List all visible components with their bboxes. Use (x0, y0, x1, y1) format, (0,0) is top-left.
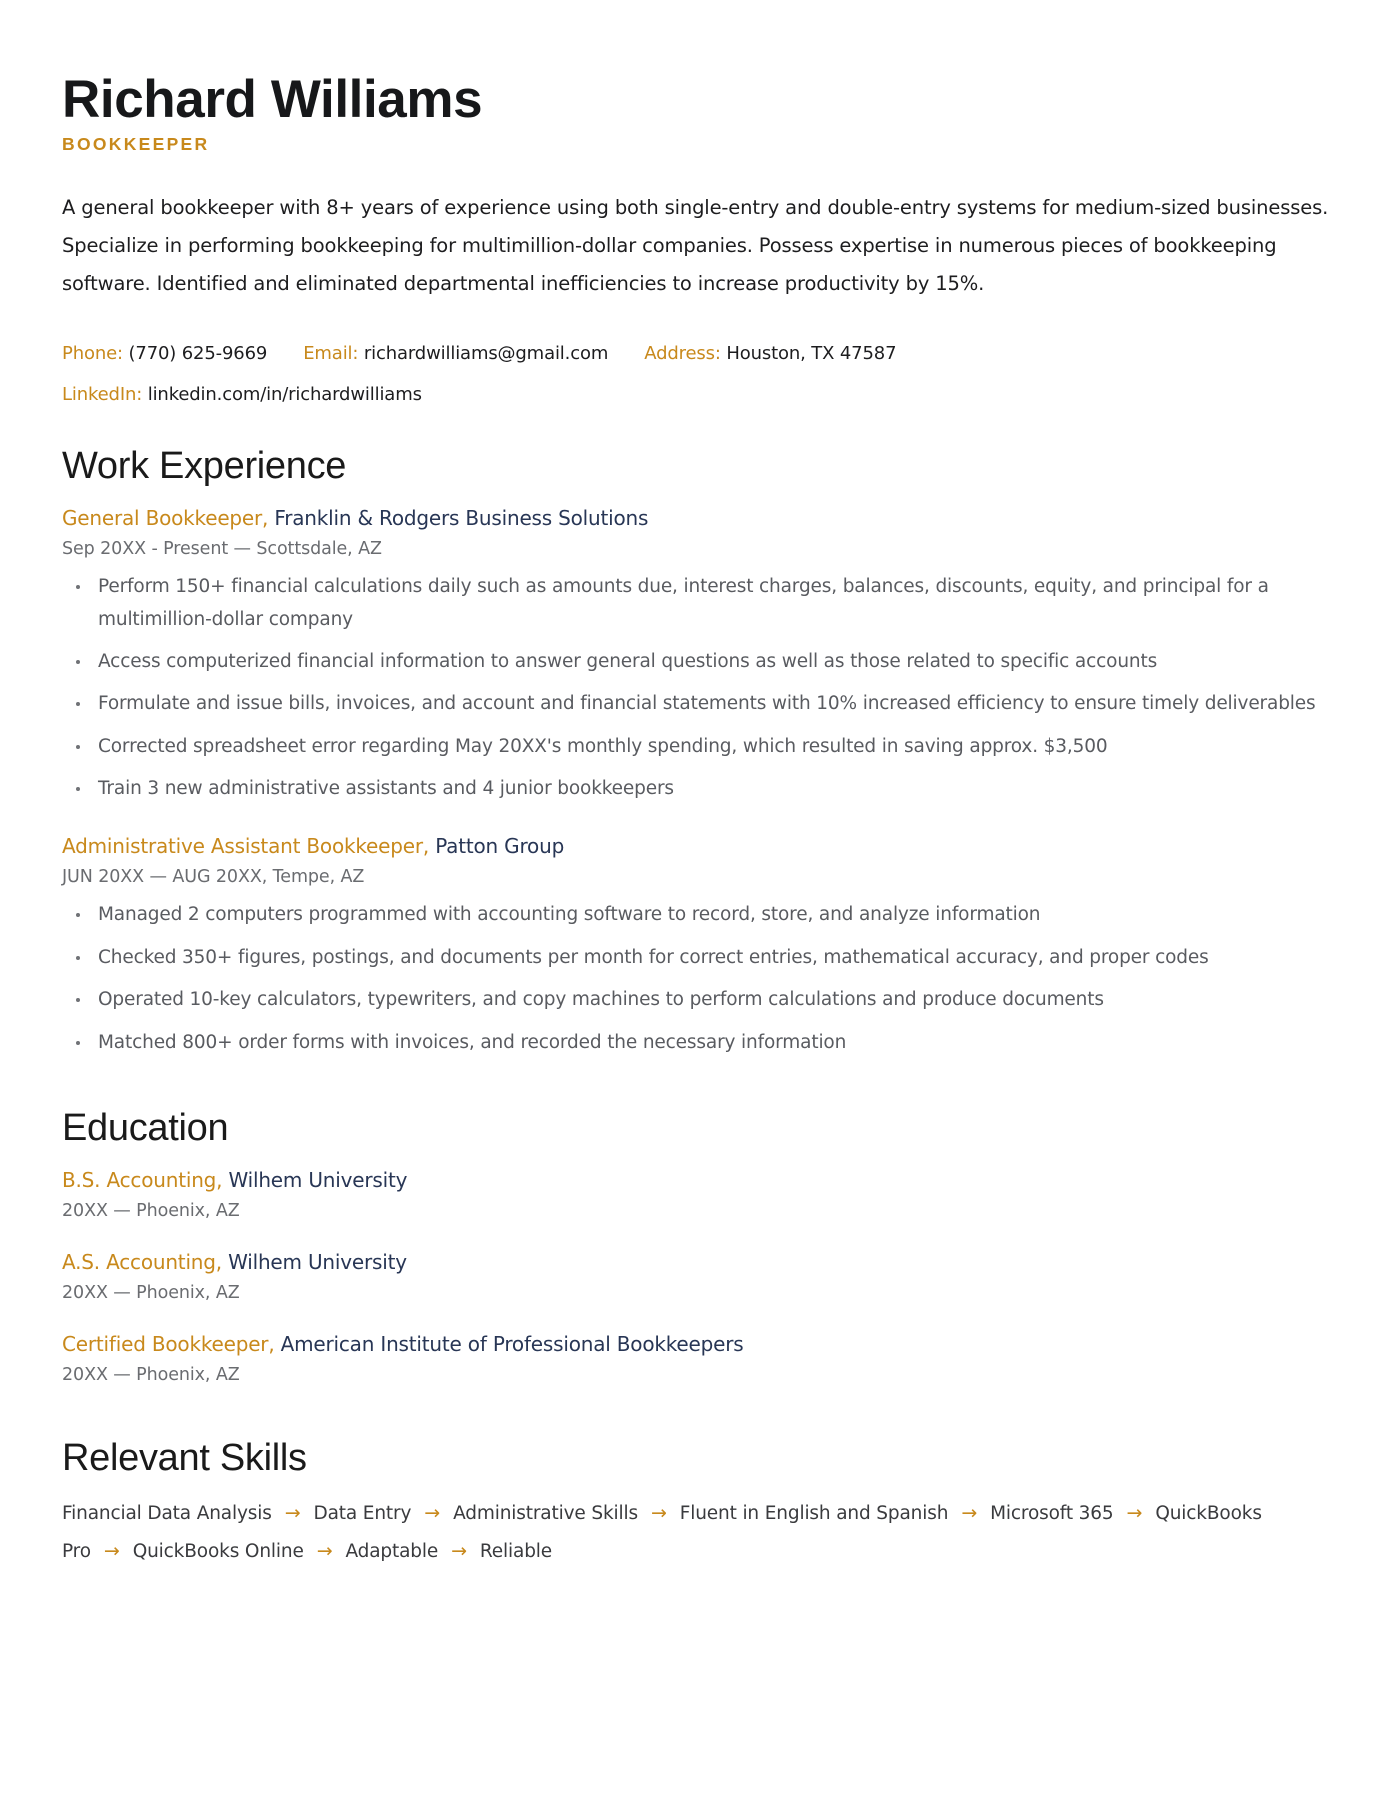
skill-item: Microsoft 365 (990, 1503, 1114, 1525)
education-entry-meta: 20XX — Phoenix, AZ (62, 1200, 240, 1221)
skill-separator-arrow-icon: → (451, 1540, 467, 1563)
skill-item: QuickBooks Online (132, 1541, 304, 1563)
skill-item: Administrative Skills (453, 1503, 638, 1525)
work-entry-organization: Franklin & Rodgers Business Solutions (268, 506, 649, 531)
education-entry-meta: 20XX — Phoenix, AZ (62, 1282, 240, 1303)
bullet-item: Perform 150+ financial calculations daily such as amounts due, interest charges, balances, discounts, equity, and principal for a multimillion-dollar company (62, 571, 1338, 636)
phone-label: Phone: (62, 342, 123, 364)
education-entry-title (62, 1165, 1338, 1195)
skill-separator-arrow-icon: → (103, 1540, 120, 1563)
skill-item: QuickBooks Pro (62, 1503, 1262, 1563)
education-entry-meta: 20XX — Phoenix, AZ (62, 1364, 240, 1385)
contact-email (303, 343, 608, 364)
resume-content (62, 72, 1338, 1570)
candidate-name: Richard Williams (62, 70, 483, 129)
relevant-skills-list (62, 1494, 1312, 1570)
bullet-item: Train 3 new administrative assistants and 4 junior bookkeepers (62, 773, 1338, 805)
education-list (62, 1165, 1338, 1389)
work-entry-bullets (62, 571, 1338, 805)
education-entry-degree: B.S. Accounting, (62, 1167, 223, 1192)
skill-separator-arrow-icon: → (424, 1502, 441, 1525)
address-value: Houston, TX 47587 (726, 342, 897, 364)
contact-linkedin (62, 384, 422, 405)
work-entry-meta: JUN 20XX — AUG 20XX, Tempe, AZ (62, 867, 365, 888)
skill-separator-arrow-icon: → (284, 1502, 301, 1525)
education-entry-degree: Certified Bookkeeper, (62, 1331, 275, 1356)
work-entry-meta: Sep 20XX - Present — Scottsdale, AZ (62, 539, 382, 560)
skill-separator-arrow-icon: → (961, 1502, 978, 1525)
work-entry (62, 503, 1338, 805)
bullet-item: Matched 800+ order forms with invoices, and recorded the necessary information (62, 1027, 1338, 1059)
skill-item: Adaptable (345, 1541, 439, 1563)
skill-separator-arrow-icon: → (650, 1502, 667, 1525)
work-entry-role: Administrative Assistant Bookkeeper, (62, 834, 430, 859)
education-entry-degree: A.S. Accounting, (62, 1249, 222, 1274)
education-entry (62, 1165, 1338, 1225)
education-entry (62, 1247, 1338, 1307)
education-entry-school: Wilhem University (221, 1249, 407, 1274)
education-entry-title (62, 1247, 1338, 1277)
section-title-education: Education (62, 1106, 229, 1149)
bullet-item: Access computerized financial information to answer general questions as well as those related to specific accounts (62, 646, 1338, 678)
contact-row-primary (62, 333, 1338, 374)
skill-item: Fluent in English and Spanish (679, 1503, 949, 1525)
work-entry-title (62, 831, 1338, 861)
contact-address (644, 343, 896, 364)
bullet-item: Checked 350+ figures, postings, and documents per month for correct entries, mathematical accuracy, and proper codes (62, 942, 1338, 974)
professional-summary: A general bookkeeper with 8+ years of experience using both single-entry and double-entry systems for medium-sized businesses. Specialize in performing bookkeeping for multimillion-dollar companies. Possess expertise in numerous pieces of bookkeeping software. Identified and eliminated departmental inefficiencies to increase productivity by 15%. (62, 195, 1329, 295)
linkedin-value[interactable]: linkedin.com/in/richardwilliams (147, 384, 422, 406)
work-entry-organization: Patton Group (429, 834, 565, 859)
work-entry-title (62, 503, 1338, 533)
candidate-role: BOOKKEEPER (62, 133, 210, 154)
phone-value: (770) 625-9669 (128, 342, 268, 364)
section-title-work-experience: Work Experience (62, 445, 347, 488)
bullet-item: Corrected spreadsheet error regarding May 20XX's monthly spending, which resulted in saving approx. $3,500 (62, 731, 1338, 763)
skill-item: Financial Data Analysis (62, 1503, 272, 1525)
education-entry-school: Wilhem University (222, 1167, 408, 1192)
bullet-item: Formulate and issue bills, invoices, and account and financial statements with 10% increased efficiency to ensure timely deliverables (62, 688, 1338, 720)
work-entry (62, 831, 1338, 1059)
contact-row-linkedin (62, 374, 1338, 415)
contact-block (62, 333, 1338, 416)
contact-phone (62, 343, 267, 364)
work-experience-list (62, 503, 1338, 1059)
education-entry (62, 1329, 1338, 1389)
skill-separator-arrow-icon: → (316, 1540, 333, 1563)
linkedin-label: LinkedIn: (62, 384, 143, 406)
skill-item: Reliable (479, 1541, 553, 1563)
address-label: Address: (644, 342, 721, 364)
education-entry-title (62, 1329, 1338, 1359)
bullet-item: Operated 10-key calculators, typewriters, and copy machines to perform calculations and produce documents (62, 984, 1338, 1016)
skill-separator-arrow-icon: → (1126, 1502, 1143, 1525)
work-entry-role: General Bookkeeper, (62, 506, 269, 531)
section-title-relevant-skills: Relevant Skills (62, 1436, 307, 1479)
resume-header (62, 72, 1338, 155)
bullet-item: Managed 2 computers programmed with accounting software to record, store, and analyze information (62, 899, 1338, 931)
skill-item: Data Entry (313, 1503, 412, 1525)
email-label: Email: (303, 342, 359, 364)
education-entry-school: American Institute of Professional Bookkeepers (274, 1331, 744, 1356)
work-entry-bullets (62, 899, 1338, 1059)
email-value[interactable]: richardwilliams@gmail.com (363, 342, 609, 364)
